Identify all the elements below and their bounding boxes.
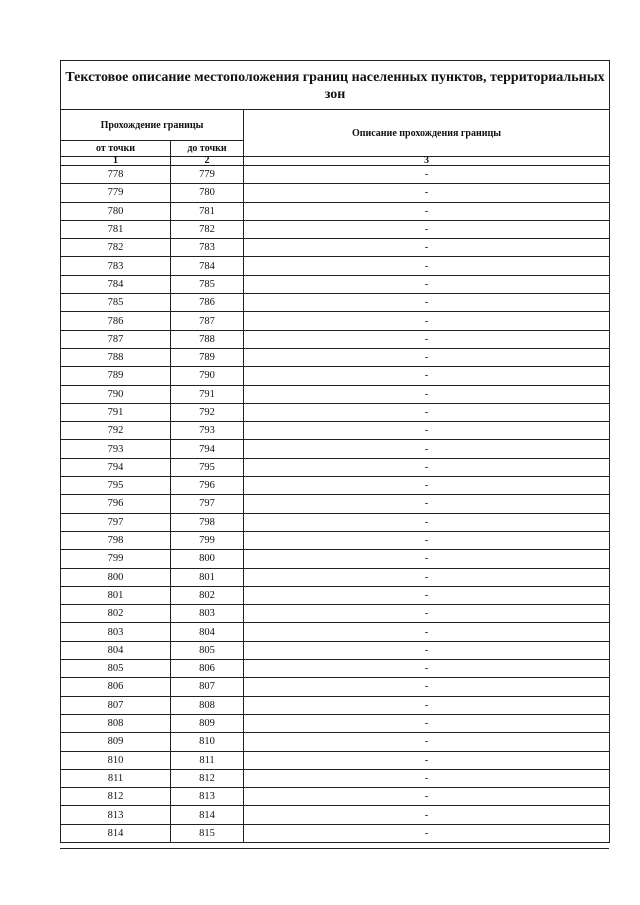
cell-description: - bbox=[244, 348, 610, 366]
cell-from-point: 791 bbox=[61, 403, 171, 421]
cell-from-point: 786 bbox=[61, 312, 171, 330]
boundary-table bbox=[60, 60, 610, 843]
table-row bbox=[61, 330, 610, 348]
cell-to-point: 807 bbox=[171, 678, 244, 696]
column-number-2: 2 bbox=[171, 157, 244, 166]
cell-description: - bbox=[244, 714, 610, 732]
cell-to-point: 812 bbox=[171, 769, 244, 787]
header-from: от точки bbox=[61, 141, 171, 157]
cell-to-point: 796 bbox=[171, 477, 244, 495]
cell-from-point: 778 bbox=[61, 166, 171, 184]
table-row bbox=[61, 495, 610, 513]
cell-to-point: 792 bbox=[171, 403, 244, 421]
table-row bbox=[61, 257, 610, 275]
table-row bbox=[61, 422, 610, 440]
cell-from-point: 809 bbox=[61, 733, 171, 751]
table-row bbox=[61, 312, 610, 330]
cell-description: - bbox=[244, 788, 610, 806]
cell-description: - bbox=[244, 806, 610, 824]
cell-to-point: 798 bbox=[171, 513, 244, 531]
cell-description: - bbox=[244, 550, 610, 568]
cell-to-point: 793 bbox=[171, 422, 244, 440]
cell-to-point: 803 bbox=[171, 605, 244, 623]
table-row bbox=[61, 660, 610, 678]
table-row bbox=[61, 385, 610, 403]
cell-description: - bbox=[244, 623, 610, 641]
cell-from-point: 781 bbox=[61, 220, 171, 238]
cell-from-point: 804 bbox=[61, 641, 171, 659]
cell-description: - bbox=[244, 440, 610, 458]
cell-description: - bbox=[244, 275, 610, 293]
cell-description: - bbox=[244, 403, 610, 421]
cell-to-point: 800 bbox=[171, 550, 244, 568]
cell-from-point: 787 bbox=[61, 330, 171, 348]
cell-description: - bbox=[244, 312, 610, 330]
table-row bbox=[61, 806, 610, 824]
document-title: Текстовое описание местоположения границ населенных пунктов, территориальных зон bbox=[61, 61, 610, 110]
cell-description: - bbox=[244, 568, 610, 586]
cell-to-point: 784 bbox=[171, 257, 244, 275]
cell-from-point: 812 bbox=[61, 788, 171, 806]
cell-from-point: 795 bbox=[61, 477, 171, 495]
cell-from-point: 792 bbox=[61, 422, 171, 440]
table-row bbox=[61, 641, 610, 659]
table-row bbox=[61, 568, 610, 586]
cell-description: - bbox=[244, 513, 610, 531]
cell-to-point: 808 bbox=[171, 696, 244, 714]
cell-from-point: 788 bbox=[61, 348, 171, 366]
cell-description: - bbox=[244, 458, 610, 476]
cell-from-point: 807 bbox=[61, 696, 171, 714]
cell-to-point: 804 bbox=[171, 623, 244, 641]
table-row bbox=[61, 623, 610, 641]
cell-description: - bbox=[244, 696, 610, 714]
cell-to-point: 780 bbox=[171, 184, 244, 202]
cell-from-point: 785 bbox=[61, 294, 171, 312]
cell-to-point: 787 bbox=[171, 312, 244, 330]
cell-to-point: 783 bbox=[171, 239, 244, 257]
cell-from-point: 782 bbox=[61, 239, 171, 257]
cell-description: - bbox=[244, 294, 610, 312]
column-number-3: 3 bbox=[244, 157, 610, 166]
cell-description: - bbox=[244, 367, 610, 385]
cell-from-point: 801 bbox=[61, 586, 171, 604]
cell-to-point: 788 bbox=[171, 330, 244, 348]
cell-from-point: 797 bbox=[61, 513, 171, 531]
cell-from-point: 806 bbox=[61, 678, 171, 696]
cell-from-point: 805 bbox=[61, 660, 171, 678]
table-body bbox=[61, 166, 610, 843]
cell-to-point: 785 bbox=[171, 275, 244, 293]
cell-description: - bbox=[244, 239, 610, 257]
cell-from-point: 798 bbox=[61, 531, 171, 549]
cell-from-point: 780 bbox=[61, 202, 171, 220]
cell-to-point: 795 bbox=[171, 458, 244, 476]
column-number-1: 1 bbox=[61, 157, 171, 166]
table-row bbox=[61, 605, 610, 623]
cell-description: - bbox=[244, 605, 610, 623]
table-row bbox=[61, 184, 610, 202]
cell-description: - bbox=[244, 824, 610, 842]
table-row bbox=[61, 477, 610, 495]
table-row bbox=[61, 403, 610, 421]
cell-to-point: 797 bbox=[171, 495, 244, 513]
cell-to-point: 786 bbox=[171, 294, 244, 312]
cell-from-point: 789 bbox=[61, 367, 171, 385]
cell-from-point: 810 bbox=[61, 751, 171, 769]
document-page bbox=[60, 60, 609, 843]
table-row bbox=[61, 714, 610, 732]
table-row bbox=[61, 513, 610, 531]
table-row bbox=[61, 788, 610, 806]
cell-description: - bbox=[244, 184, 610, 202]
cell-to-point: 802 bbox=[171, 586, 244, 604]
cell-to-point: 790 bbox=[171, 367, 244, 385]
cell-description: - bbox=[244, 422, 610, 440]
cell-from-point: 790 bbox=[61, 385, 171, 403]
cell-from-point: 814 bbox=[61, 824, 171, 842]
cell-to-point: 814 bbox=[171, 806, 244, 824]
table-row bbox=[61, 348, 610, 366]
bottom-rule bbox=[60, 848, 609, 849]
table-row bbox=[61, 239, 610, 257]
header-to: до точки bbox=[171, 141, 244, 157]
table-row bbox=[61, 550, 610, 568]
cell-from-point: 783 bbox=[61, 257, 171, 275]
cell-to-point: 799 bbox=[171, 531, 244, 549]
cell-description: - bbox=[244, 385, 610, 403]
cell-description: - bbox=[244, 660, 610, 678]
header-passage: Прохождение границы bbox=[61, 110, 244, 141]
cell-to-point: 810 bbox=[171, 733, 244, 751]
table-row bbox=[61, 220, 610, 238]
cell-description: - bbox=[244, 586, 610, 604]
cell-to-point: 806 bbox=[171, 660, 244, 678]
table-row bbox=[61, 824, 610, 842]
table-row bbox=[61, 733, 610, 751]
cell-from-point: 811 bbox=[61, 769, 171, 787]
cell-description: - bbox=[244, 477, 610, 495]
header-description: Описание прохождения границы bbox=[244, 110, 610, 157]
cell-to-point: 794 bbox=[171, 440, 244, 458]
cell-to-point: 813 bbox=[171, 788, 244, 806]
cell-description: - bbox=[244, 678, 610, 696]
cell-to-point: 782 bbox=[171, 220, 244, 238]
cell-from-point: 802 bbox=[61, 605, 171, 623]
cell-from-point: 794 bbox=[61, 458, 171, 476]
cell-from-point: 796 bbox=[61, 495, 171, 513]
cell-to-point: 811 bbox=[171, 751, 244, 769]
cell-from-point: 813 bbox=[61, 806, 171, 824]
cell-to-point: 805 bbox=[171, 641, 244, 659]
cell-from-point: 779 bbox=[61, 184, 171, 202]
cell-to-point: 789 bbox=[171, 348, 244, 366]
cell-description: - bbox=[244, 751, 610, 769]
cell-description: - bbox=[244, 220, 610, 238]
cell-description: - bbox=[244, 330, 610, 348]
table-row bbox=[61, 440, 610, 458]
table-row bbox=[61, 751, 610, 769]
cell-to-point: 815 bbox=[171, 824, 244, 842]
cell-to-point: 801 bbox=[171, 568, 244, 586]
table-row bbox=[61, 367, 610, 385]
cell-from-point: 799 bbox=[61, 550, 171, 568]
cell-description: - bbox=[244, 531, 610, 549]
table-row bbox=[61, 294, 610, 312]
table-row bbox=[61, 769, 610, 787]
cell-from-point: 784 bbox=[61, 275, 171, 293]
cell-description: - bbox=[244, 495, 610, 513]
table-row bbox=[61, 586, 610, 604]
cell-from-point: 800 bbox=[61, 568, 171, 586]
table-row bbox=[61, 275, 610, 293]
cell-description: - bbox=[244, 166, 610, 184]
cell-to-point: 809 bbox=[171, 714, 244, 732]
cell-description: - bbox=[244, 769, 610, 787]
cell-to-point: 779 bbox=[171, 166, 244, 184]
cell-description: - bbox=[244, 202, 610, 220]
table-row bbox=[61, 458, 610, 476]
cell-from-point: 803 bbox=[61, 623, 171, 641]
cell-to-point: 781 bbox=[171, 202, 244, 220]
cell-from-point: 808 bbox=[61, 714, 171, 732]
table-row bbox=[61, 166, 610, 184]
cell-description: - bbox=[244, 641, 610, 659]
table-row bbox=[61, 531, 610, 549]
cell-to-point: 791 bbox=[171, 385, 244, 403]
table-row bbox=[61, 678, 610, 696]
table-row bbox=[61, 696, 610, 714]
cell-from-point: 793 bbox=[61, 440, 171, 458]
table-row bbox=[61, 202, 610, 220]
cell-description: - bbox=[244, 257, 610, 275]
cell-description: - bbox=[244, 733, 610, 751]
